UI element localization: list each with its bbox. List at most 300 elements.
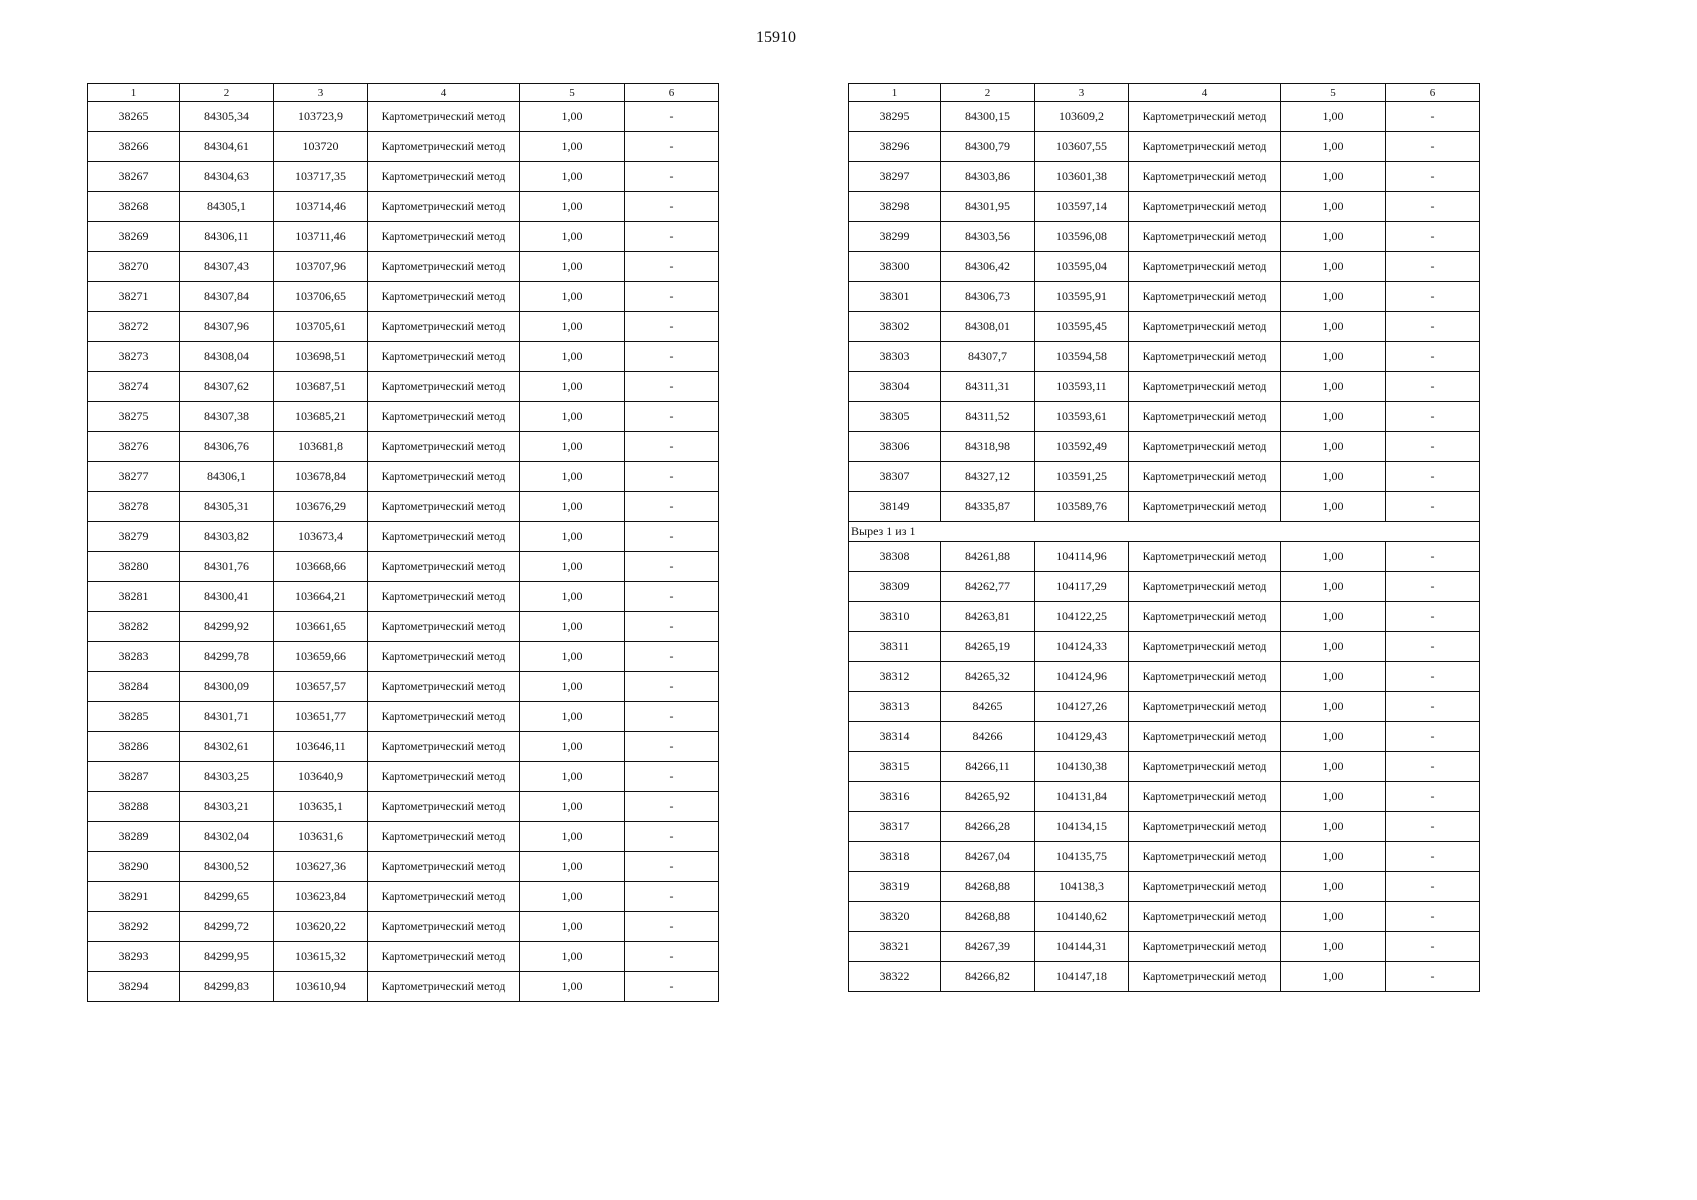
method-cell: Картометрический метод <box>1129 812 1281 842</box>
method-cell: Картометрический метод <box>368 192 520 222</box>
accuracy-cell: 1,00 <box>520 852 625 882</box>
accuracy-cell: 1,00 <box>1281 812 1386 842</box>
table-row <box>88 702 719 732</box>
method-cell: Картометрический метод <box>368 882 520 912</box>
table-row <box>88 162 719 192</box>
note-cell: - <box>625 942 719 972</box>
note-cell: - <box>625 162 719 192</box>
note-cell: - <box>1386 722 1480 752</box>
point-number-cell: 38287 <box>88 762 180 792</box>
accuracy-cell: 1,00 <box>1281 132 1386 162</box>
note-cell: - <box>625 312 719 342</box>
accuracy-cell: 1,00 <box>1281 842 1386 872</box>
method-cell: Картометрический метод <box>1129 342 1281 372</box>
accuracy-cell: 1,00 <box>520 222 625 252</box>
y-coordinate-cell: 103685,21 <box>274 402 368 432</box>
point-number-cell: 38296 <box>849 132 941 162</box>
y-coordinate-cell: 103640,9 <box>274 762 368 792</box>
method-cell: Картометрический метод <box>368 732 520 762</box>
y-coordinate-cell: 104131,84 <box>1035 782 1129 812</box>
point-number-cell: 38273 <box>88 342 180 372</box>
column-header: 4 <box>1129 84 1281 102</box>
x-coordinate-cell: 84299,65 <box>180 882 274 912</box>
y-coordinate-cell: 104129,43 <box>1035 722 1129 752</box>
table-row <box>849 462 1480 492</box>
table-row <box>849 372 1480 402</box>
method-cell: Картометрический метод <box>368 252 520 282</box>
note-cell: - <box>625 852 719 882</box>
y-coordinate-cell: 104117,29 <box>1035 572 1129 602</box>
table-row <box>849 602 1480 632</box>
table-row <box>849 492 1480 522</box>
x-coordinate-cell: 84308,04 <box>180 342 274 372</box>
method-cell: Картометрический метод <box>368 972 520 1002</box>
x-coordinate-cell: 84306,73 <box>941 282 1035 312</box>
table-row <box>88 732 719 762</box>
accuracy-cell: 1,00 <box>520 822 625 852</box>
accuracy-cell: 1,00 <box>520 552 625 582</box>
x-coordinate-cell: 84303,56 <box>941 222 1035 252</box>
method-cell: Картометрический метод <box>1129 462 1281 492</box>
coordinates-table-right <box>848 83 1480 992</box>
x-coordinate-cell: 84300,15 <box>941 102 1035 132</box>
note-cell: - <box>625 552 719 582</box>
method-cell: Картометрический метод <box>1129 572 1281 602</box>
y-coordinate-cell: 103595,45 <box>1035 312 1129 342</box>
point-number-cell: 38321 <box>849 932 941 962</box>
method-cell: Картометрический метод <box>368 762 520 792</box>
y-coordinate-cell: 103627,36 <box>274 852 368 882</box>
accuracy-cell: 1,00 <box>1281 162 1386 192</box>
y-coordinate-cell: 104147,18 <box>1035 962 1129 992</box>
method-cell: Картометрический метод <box>368 942 520 972</box>
accuracy-cell: 1,00 <box>520 402 625 432</box>
x-coordinate-cell: 84306,1 <box>180 462 274 492</box>
accuracy-cell: 1,00 <box>1281 602 1386 632</box>
section-row <box>849 522 1480 542</box>
accuracy-cell: 1,00 <box>1281 102 1386 132</box>
accuracy-cell: 1,00 <box>520 312 625 342</box>
point-number-cell: 38310 <box>849 602 941 632</box>
method-cell: Картометрический метод <box>368 162 520 192</box>
y-coordinate-cell: 103676,29 <box>274 492 368 522</box>
x-coordinate-cell: 84306,11 <box>180 222 274 252</box>
note-cell: - <box>625 612 719 642</box>
x-coordinate-cell: 84265,19 <box>941 632 1035 662</box>
x-coordinate-cell: 84262,77 <box>941 572 1035 602</box>
table-row <box>88 792 719 822</box>
y-coordinate-cell: 103720 <box>274 132 368 162</box>
x-coordinate-cell: 84302,61 <box>180 732 274 762</box>
x-coordinate-cell: 84299,92 <box>180 612 274 642</box>
accuracy-cell: 1,00 <box>520 702 625 732</box>
point-number-cell: 38299 <box>849 222 941 252</box>
table-row <box>88 852 719 882</box>
accuracy-cell: 1,00 <box>520 462 625 492</box>
table-row <box>849 632 1480 662</box>
point-number-cell: 38270 <box>88 252 180 282</box>
accuracy-cell: 1,00 <box>520 762 625 792</box>
note-cell: - <box>1386 902 1480 932</box>
x-coordinate-cell: 84303,86 <box>941 162 1035 192</box>
x-coordinate-cell: 84299,83 <box>180 972 274 1002</box>
table-row <box>849 902 1480 932</box>
note-cell: - <box>1386 102 1480 132</box>
note-cell: - <box>625 132 719 162</box>
note-cell: - <box>1386 842 1480 872</box>
y-coordinate-cell: 103635,1 <box>274 792 368 822</box>
point-number-cell: 38298 <box>849 192 941 222</box>
table-row <box>849 692 1480 722</box>
y-coordinate-cell: 103705,61 <box>274 312 368 342</box>
accuracy-cell: 1,00 <box>1281 542 1386 572</box>
table-row <box>88 582 719 612</box>
y-coordinate-cell: 103668,66 <box>274 552 368 582</box>
note-cell: - <box>625 282 719 312</box>
x-coordinate-cell: 84335,87 <box>941 492 1035 522</box>
note-cell: - <box>625 252 719 282</box>
point-number-cell: 38275 <box>88 402 180 432</box>
method-cell: Картометрический метод <box>368 462 520 492</box>
method-cell: Картометрический метод <box>1129 932 1281 962</box>
note-cell: - <box>625 882 719 912</box>
x-coordinate-cell: 84318,98 <box>941 432 1035 462</box>
point-number-cell: 38278 <box>88 492 180 522</box>
note-cell: - <box>1386 782 1480 812</box>
y-coordinate-cell: 103595,91 <box>1035 282 1129 312</box>
point-number-cell: 38311 <box>849 632 941 662</box>
y-coordinate-cell: 104135,75 <box>1035 842 1129 872</box>
point-number-cell: 38317 <box>849 812 941 842</box>
column-header: 3 <box>1035 84 1129 102</box>
method-cell: Картометрический метод <box>1129 102 1281 132</box>
point-number-cell: 38279 <box>88 522 180 552</box>
y-coordinate-cell: 104122,25 <box>1035 602 1129 632</box>
point-number-cell: 38308 <box>849 542 941 572</box>
point-number-cell: 38274 <box>88 372 180 402</box>
method-cell: Картометрический метод <box>1129 132 1281 162</box>
y-coordinate-cell: 104130,38 <box>1035 752 1129 782</box>
table-row <box>88 882 719 912</box>
page-number: 15910 <box>756 29 796 46</box>
note-cell: - <box>1386 962 1480 992</box>
method-cell: Картометрический метод <box>1129 192 1281 222</box>
y-coordinate-cell: 103615,32 <box>274 942 368 972</box>
x-coordinate-cell: 84266,11 <box>941 752 1035 782</box>
x-coordinate-cell: 84300,79 <box>941 132 1035 162</box>
point-number-cell: 38312 <box>849 662 941 692</box>
x-coordinate-cell: 84265 <box>941 692 1035 722</box>
method-cell: Картометрический метод <box>368 642 520 672</box>
table-row <box>88 492 719 522</box>
table-row <box>88 552 719 582</box>
accuracy-cell: 1,00 <box>520 132 625 162</box>
method-cell: Картометрический метод <box>368 102 520 132</box>
table-row <box>88 942 719 972</box>
x-coordinate-cell: 84268,88 <box>941 872 1035 902</box>
accuracy-cell: 1,00 <box>1281 752 1386 782</box>
table-row <box>849 402 1480 432</box>
y-coordinate-cell: 103610,94 <box>274 972 368 1002</box>
point-number-cell: 38267 <box>88 162 180 192</box>
x-coordinate-cell: 84301,76 <box>180 552 274 582</box>
accuracy-cell: 1,00 <box>520 582 625 612</box>
x-coordinate-cell: 84266,82 <box>941 962 1035 992</box>
y-coordinate-cell: 103664,21 <box>274 582 368 612</box>
column-header: 3 <box>274 84 368 102</box>
note-cell: - <box>1386 462 1480 492</box>
x-coordinate-cell: 84299,78 <box>180 642 274 672</box>
method-cell: Картометрический метод <box>1129 432 1281 462</box>
table-row <box>849 252 1480 282</box>
method-cell: Картометрический метод <box>368 282 520 312</box>
accuracy-cell: 1,00 <box>1281 402 1386 432</box>
accuracy-cell: 1,00 <box>1281 872 1386 902</box>
method-cell: Картометрический метод <box>368 342 520 372</box>
table-row <box>88 102 719 132</box>
point-number-cell: 38315 <box>849 752 941 782</box>
table-row <box>88 972 719 1002</box>
x-coordinate-cell: 84267,39 <box>941 932 1035 962</box>
point-number-cell: 38284 <box>88 672 180 702</box>
y-coordinate-cell: 104114,96 <box>1035 542 1129 572</box>
method-cell: Картометрический метод <box>1129 872 1281 902</box>
accuracy-cell: 1,00 <box>520 672 625 702</box>
note-cell: - <box>1386 932 1480 962</box>
column-header: 6 <box>625 84 719 102</box>
note-cell: - <box>625 672 719 702</box>
column-header: 1 <box>88 84 180 102</box>
point-number-cell: 38291 <box>88 882 180 912</box>
method-cell: Картометрический метод <box>368 702 520 732</box>
accuracy-cell: 1,00 <box>520 882 625 912</box>
accuracy-cell: 1,00 <box>1281 372 1386 402</box>
x-coordinate-cell: 84305,1 <box>180 192 274 222</box>
note-cell: - <box>1386 192 1480 222</box>
y-coordinate-cell: 103711,46 <box>274 222 368 252</box>
note-cell: - <box>1386 492 1480 522</box>
note-cell: - <box>1386 872 1480 902</box>
accuracy-cell: 1,00 <box>520 492 625 522</box>
point-number-cell: 38293 <box>88 942 180 972</box>
note-cell: - <box>625 822 719 852</box>
method-cell: Картометрический метод <box>1129 722 1281 752</box>
x-coordinate-cell: 84299,95 <box>180 942 274 972</box>
table-row <box>849 342 1480 372</box>
table-row <box>849 782 1480 812</box>
table-row <box>849 812 1480 842</box>
point-number-cell: 38268 <box>88 192 180 222</box>
accuracy-cell: 1,00 <box>1281 252 1386 282</box>
note-cell: - <box>625 522 719 552</box>
method-cell: Картометрический метод <box>368 822 520 852</box>
x-coordinate-cell: 84268,88 <box>941 902 1035 932</box>
y-coordinate-cell: 104140,62 <box>1035 902 1129 932</box>
accuracy-cell: 1,00 <box>520 432 625 462</box>
method-cell: Картометрический метод <box>1129 902 1281 932</box>
y-coordinate-cell: 103601,38 <box>1035 162 1129 192</box>
table-row <box>88 312 719 342</box>
accuracy-cell: 1,00 <box>520 942 625 972</box>
accuracy-cell: 1,00 <box>1281 432 1386 462</box>
x-coordinate-cell: 84263,81 <box>941 602 1035 632</box>
point-number-cell: 38283 <box>88 642 180 672</box>
table-row <box>88 222 719 252</box>
point-number-cell: 38281 <box>88 582 180 612</box>
accuracy-cell: 1,00 <box>1281 632 1386 662</box>
y-coordinate-cell: 103620,22 <box>274 912 368 942</box>
point-number-cell: 38271 <box>88 282 180 312</box>
y-coordinate-cell: 103657,57 <box>274 672 368 702</box>
table-row <box>88 252 719 282</box>
y-coordinate-cell: 103707,96 <box>274 252 368 282</box>
y-coordinate-cell: 103597,14 <box>1035 192 1129 222</box>
point-number-cell: 38301 <box>849 282 941 312</box>
column-header: 2 <box>180 84 274 102</box>
accuracy-cell: 1,00 <box>1281 312 1386 342</box>
method-cell: Картометрический метод <box>1129 492 1281 522</box>
point-number-cell: 38319 <box>849 872 941 902</box>
y-coordinate-cell: 103609,2 <box>1035 102 1129 132</box>
accuracy-cell: 1,00 <box>1281 932 1386 962</box>
note-cell: - <box>1386 692 1480 722</box>
point-number-cell: 38290 <box>88 852 180 882</box>
column-header: 1 <box>849 84 941 102</box>
y-coordinate-cell: 103661,65 <box>274 612 368 642</box>
x-coordinate-cell: 84305,34 <box>180 102 274 132</box>
point-number-cell: 38314 <box>849 722 941 752</box>
accuracy-cell: 1,00 <box>1281 722 1386 752</box>
point-number-cell: 38320 <box>849 902 941 932</box>
method-cell: Картометрический метод <box>368 552 520 582</box>
accuracy-cell: 1,00 <box>520 282 625 312</box>
column-header: 6 <box>1386 84 1480 102</box>
y-coordinate-cell: 104127,26 <box>1035 692 1129 722</box>
table-row <box>88 822 719 852</box>
note-cell: - <box>1386 282 1480 312</box>
method-cell: Картометрический метод <box>368 612 520 642</box>
table-row <box>849 312 1480 342</box>
accuracy-cell: 1,00 <box>1281 282 1386 312</box>
note-cell: - <box>1386 132 1480 162</box>
accuracy-cell: 1,00 <box>1281 192 1386 222</box>
table-row <box>88 912 719 942</box>
note-cell: - <box>1386 312 1480 342</box>
note-cell: - <box>1386 662 1480 692</box>
x-coordinate-cell: 84304,61 <box>180 132 274 162</box>
accuracy-cell: 1,00 <box>520 192 625 222</box>
x-coordinate-cell: 84327,12 <box>941 462 1035 492</box>
column-header: 5 <box>1281 84 1386 102</box>
x-coordinate-cell: 84303,21 <box>180 792 274 822</box>
y-coordinate-cell: 103681,8 <box>274 432 368 462</box>
method-cell: Картометрический метод <box>1129 962 1281 992</box>
point-number-cell: 38149 <box>849 492 941 522</box>
table-row <box>849 662 1480 692</box>
table-row <box>88 192 719 222</box>
table-row <box>849 722 1480 752</box>
note-cell: - <box>1386 222 1480 252</box>
y-coordinate-cell: 103714,46 <box>274 192 368 222</box>
x-coordinate-cell: 84265,92 <box>941 782 1035 812</box>
note-cell: - <box>625 702 719 732</box>
table-row <box>88 462 719 492</box>
point-number-cell: 38307 <box>849 462 941 492</box>
point-number-cell: 38297 <box>849 162 941 192</box>
note-cell: - <box>1386 812 1480 842</box>
accuracy-cell: 1,00 <box>520 162 625 192</box>
point-number-cell: 38280 <box>88 552 180 582</box>
x-coordinate-cell: 84303,25 <box>180 762 274 792</box>
point-number-cell: 38269 <box>88 222 180 252</box>
accuracy-cell: 1,00 <box>520 972 625 1002</box>
accuracy-cell: 1,00 <box>520 612 625 642</box>
y-coordinate-cell: 103706,65 <box>274 282 368 312</box>
x-coordinate-cell: 84265,32 <box>941 662 1035 692</box>
x-coordinate-cell: 84311,31 <box>941 372 1035 402</box>
method-cell: Картометрический метод <box>1129 312 1281 342</box>
accuracy-cell: 1,00 <box>1281 572 1386 602</box>
table-row <box>849 872 1480 902</box>
x-coordinate-cell: 84307,62 <box>180 372 274 402</box>
x-coordinate-cell: 84302,04 <box>180 822 274 852</box>
note-cell: - <box>625 102 719 132</box>
method-cell: Картометрический метод <box>368 582 520 612</box>
accuracy-cell: 1,00 <box>520 102 625 132</box>
point-number-cell: 38286 <box>88 732 180 762</box>
accuracy-cell: 1,00 <box>1281 782 1386 812</box>
table-row <box>88 282 719 312</box>
point-number-cell: 38318 <box>849 842 941 872</box>
method-cell: Картометрический метод <box>1129 782 1281 812</box>
method-cell: Картометрический метод <box>368 792 520 822</box>
table-row <box>88 522 719 552</box>
x-coordinate-cell: 84300,41 <box>180 582 274 612</box>
point-number-cell: 38305 <box>849 402 941 432</box>
point-number-cell: 38304 <box>849 372 941 402</box>
x-coordinate-cell: 84300,09 <box>180 672 274 702</box>
table-row <box>849 432 1480 462</box>
y-coordinate-cell: 104124,33 <box>1035 632 1129 662</box>
x-coordinate-cell: 84306,76 <box>180 432 274 462</box>
table-row <box>849 222 1480 252</box>
point-number-cell: 38276 <box>88 432 180 462</box>
x-coordinate-cell: 84308,01 <box>941 312 1035 342</box>
y-coordinate-cell: 103589,76 <box>1035 492 1129 522</box>
method-cell: Картометрический метод <box>1129 372 1281 402</box>
point-number-cell: 38282 <box>88 612 180 642</box>
note-cell: - <box>625 972 719 1002</box>
point-number-cell: 38300 <box>849 252 941 282</box>
note-cell: - <box>1386 542 1480 572</box>
method-cell: Картометрический метод <box>1129 542 1281 572</box>
accuracy-cell: 1,00 <box>520 372 625 402</box>
method-cell: Картометрический метод <box>1129 662 1281 692</box>
x-coordinate-cell: 84266,28 <box>941 812 1035 842</box>
method-cell: Картометрический метод <box>1129 282 1281 312</box>
accuracy-cell: 1,00 <box>1281 492 1386 522</box>
y-coordinate-cell: 103607,55 <box>1035 132 1129 162</box>
y-coordinate-cell: 103717,35 <box>274 162 368 192</box>
table-header-row <box>88 84 719 102</box>
point-number-cell: 38313 <box>849 692 941 722</box>
table-row <box>849 102 1480 132</box>
table-row <box>849 542 1480 572</box>
note-cell: - <box>625 462 719 492</box>
table-row <box>849 132 1480 162</box>
x-coordinate-cell: 84301,71 <box>180 702 274 732</box>
method-cell: Картометрический метод <box>1129 602 1281 632</box>
